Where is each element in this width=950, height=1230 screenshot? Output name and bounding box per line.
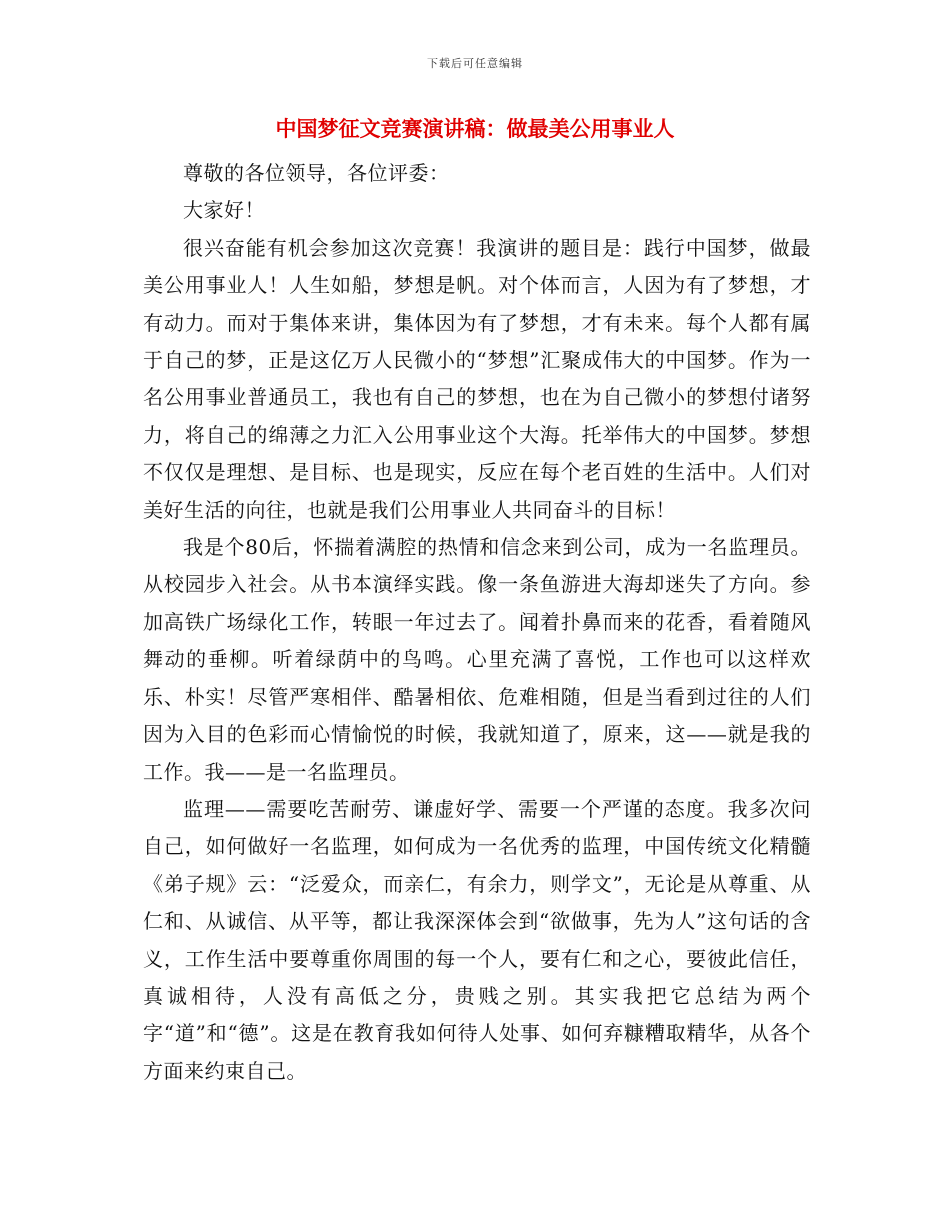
document-body: [143, 155, 811, 1090]
salutation: 尊敬的各位领导，各位评委：: [183, 161, 450, 185]
body-paragraph: 很兴奋能有机会参加这次竞赛！我演讲的题目是：践行中国梦，做最美公用事业人！人生如船，梦想是帆。对个体而言，人因为有了梦想，才有动力。而对于集体来讲，集体因为有了梦想，才有未来。每个人都有属于自己的梦，正是这亿万人民微小的“梦想”汇聚成伟大的中国梦。作为一名公用事业普通员工，我也有自己的梦想，也在为自己微小的梦想付诸努力，将自己的绵薄之力汇入公用事业这个大海。托举伟大的中国梦。梦想不仅仅是理想、是目标、也是现实，反应在每个老百姓的生活中。人们对美好生活的向往，也就是我们公用事业人共同奋斗的目标！: [143, 235, 811, 522]
header-note: 下载后可任意编辑: [427, 57, 523, 70]
greeting: 大家好！: [183, 198, 265, 223]
body-paragraph: 我是个80后，怀揣着满腔的热情和信念来到公司，成为一名监理员。从校园步入社会。从书本演绎实践。像一条鱼游进大海却迷失了方向。参加高铁广场绿化工作，转眼一年过去了。闻着扑鼻而来的花香，看着随风舞动的垂柳。听着绿荫中的鸟鸣。心里充满了喜悦，工作也可以这样欢乐、朴实！尽管严寒相伴、酷暑相依、危难相随，但是当看到过往的人们因为入目的色彩而心情愉悦的时候，我就知道了，原来，这——就是我的工作。我——是一名监理员。: [143, 535, 811, 784]
document-title: 中国梦征文竞赛演讲稿：做最美公用事业人: [275, 117, 675, 141]
body-paragraph: 监理——需要吃苦耐劳、谦虚好学、需要一个严谨的态度。我多次问自己，如何做好一名监理，如何成为一名优秀的监理，中国传统文化精髓《弟子规》云：“泛爱众，而亲仁，有余力，则学文”，无论是从尊重、从仁和、从诚信、从平等，都让我深深体会到“欲做事，先为人”这句话的含义，工作生活中要尊重你周围的每一个人，要有仁和之心，要彼此信任，真诚相待，人没有高低之分，贵贱之别。其实我把它总结为两个字“道”和“德”。这是在教育我如何待人处事、如何弃糠糟取精华，从各个方面来约束自己。: [143, 796, 811, 1083]
